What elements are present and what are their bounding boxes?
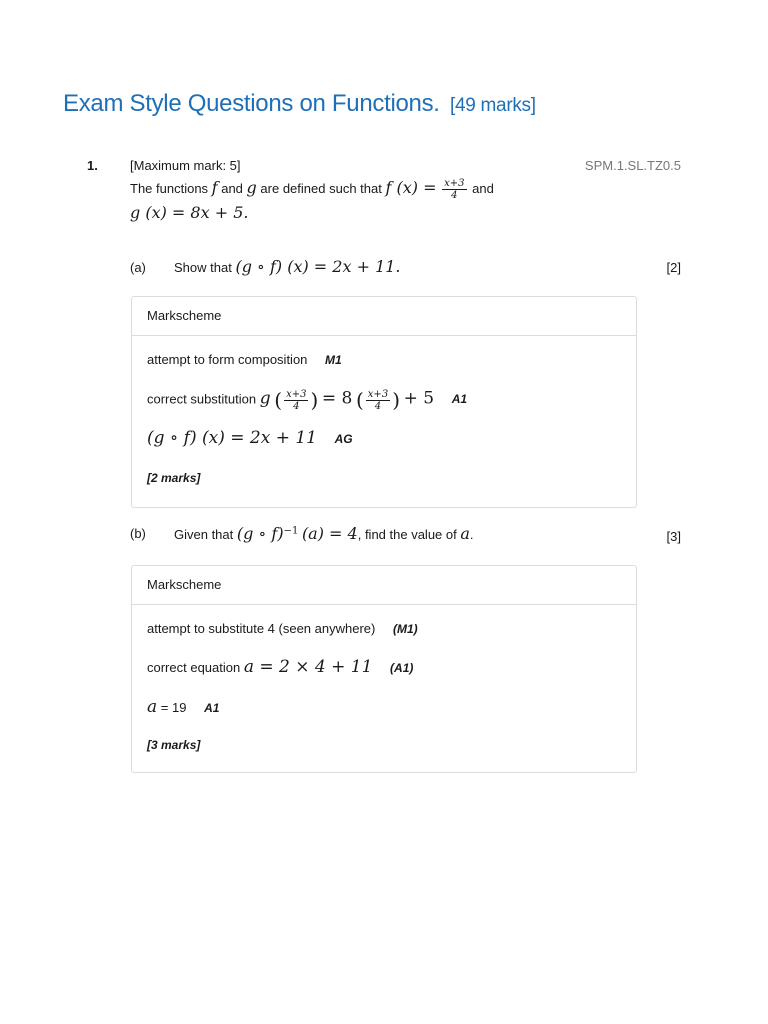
markscheme-a-heading: Markscheme <box>132 297 636 336</box>
title-text: Exam Style Questions on Functions. <box>63 90 440 117</box>
ms-a-total <box>147 470 200 485</box>
ms-a-line-2-mark: A1 <box>451 392 468 407</box>
g-symbol: g <box>246 178 257 197</box>
stem-and2: and <box>472 181 494 196</box>
part-b-sup: −1 <box>283 525 299 537</box>
f-denominator: 4 <box>451 190 458 202</box>
page-title <box>63 90 536 118</box>
f-numerator: x+3 <box>444 178 465 190</box>
part-b-var: a <box>460 524 470 543</box>
markscheme-a <box>131 296 637 508</box>
ms-a-frac2-den: 4 <box>374 400 382 412</box>
ms-b-line-2-math: a = 2 × 4 + 11 <box>243 657 373 677</box>
ms-b-line-3-text: = 19 <box>160 700 187 715</box>
ms-a-line-3-math: (g ∘ f) (x) = 2x + 11 <box>147 428 317 448</box>
stem-intro: The functions <box>130 181 209 196</box>
ms-a-frac1-num: x+3 <box>286 388 307 400</box>
ms-a-paren-close-1: ) <box>310 388 319 412</box>
f-definition-lhs: f (x) = <box>385 178 437 197</box>
ms-a-fraction-2 <box>366 389 390 412</box>
ms-b-line-1-text: attempt to substitute 4 (seen anywhere) <box>147 621 376 636</box>
ms-a-line-2-text: correct substitution <box>147 391 257 407</box>
ms-b-line-3-var: a <box>147 697 158 717</box>
part-a-label: (a) <box>130 260 146 275</box>
part-b-prefix: Given that <box>174 527 234 542</box>
ms-b-line-2-mark: (A1) <box>390 661 414 675</box>
part-b-suffix: , find the value of <box>357 527 457 542</box>
ms-a-line-3-mark: AG <box>334 432 353 446</box>
ms-a-fraction-1 <box>284 389 308 412</box>
ms-b-total <box>147 737 200 752</box>
part-b-period: . <box>469 527 474 542</box>
ms-a-paren-close-2: ) <box>392 388 400 412</box>
part-b-marks: [3] <box>666 529 681 544</box>
ms-a-line-2-eq: = 8 <box>321 388 353 409</box>
ms-a-line-1-text: attempt to form composition <box>147 352 308 367</box>
markscheme-b <box>131 565 637 773</box>
question-stem <box>130 178 494 201</box>
part-a-marks: [2] <box>666 260 681 275</box>
ms-a-line-2-g: g <box>259 388 271 409</box>
ms-b-line-2 <box>147 657 413 677</box>
part-b-text <box>174 524 474 543</box>
ms-b-line-3-mark: A1 <box>204 701 220 715</box>
g-definition: g (x) = 8x + 5. <box>130 203 249 222</box>
ms-a-line-1-mark: M1 <box>325 353 342 367</box>
part-b-label: (b) <box>130 526 146 541</box>
part-b-math: (g ∘ f) <box>236 524 284 543</box>
stem-defined: are defined such that <box>260 181 382 196</box>
part-a-prefix: Show that <box>174 260 232 275</box>
part-a-math: (g ∘ f) (x) = 2x + 11. <box>235 257 401 276</box>
ms-b-total-text: [3 marks] <box>147 738 201 752</box>
ms-a-frac1-den: 4 <box>293 400 300 412</box>
stem-and: and <box>221 181 243 196</box>
ms-a-total-text: [2 marks] <box>147 471 201 485</box>
total-marks: [49 marks] <box>450 95 536 116</box>
max-mark: [Maximum mark: 5] <box>130 158 241 173</box>
ms-a-paren-open-1: ( <box>274 388 283 412</box>
part-b-math2: (a) = 4 <box>301 524 358 543</box>
ms-a-line-2-tail: + 5 <box>403 388 435 409</box>
question-number: 1. <box>87 158 98 173</box>
ms-a-paren-open-2: ( <box>355 388 364 412</box>
ms-b-line-2-text: correct equation <box>147 660 241 675</box>
ms-b-line-3 <box>147 697 219 717</box>
ms-b-line-1-mark: (M1) <box>392 622 418 636</box>
part-a-text <box>174 257 401 276</box>
f-symbol: f <box>211 178 218 197</box>
ms-a-line-2 <box>147 388 467 412</box>
markscheme-b-heading: Markscheme <box>132 566 636 605</box>
f-fraction <box>442 178 466 201</box>
question-code: SPM.1.SL.TZ0.5 <box>584 158 681 173</box>
ms-a-line-1 <box>147 352 342 367</box>
ms-a-frac2-num: x+3 <box>367 388 389 400</box>
ms-a-line-3 <box>147 428 353 448</box>
ms-b-line-1 <box>147 621 418 636</box>
